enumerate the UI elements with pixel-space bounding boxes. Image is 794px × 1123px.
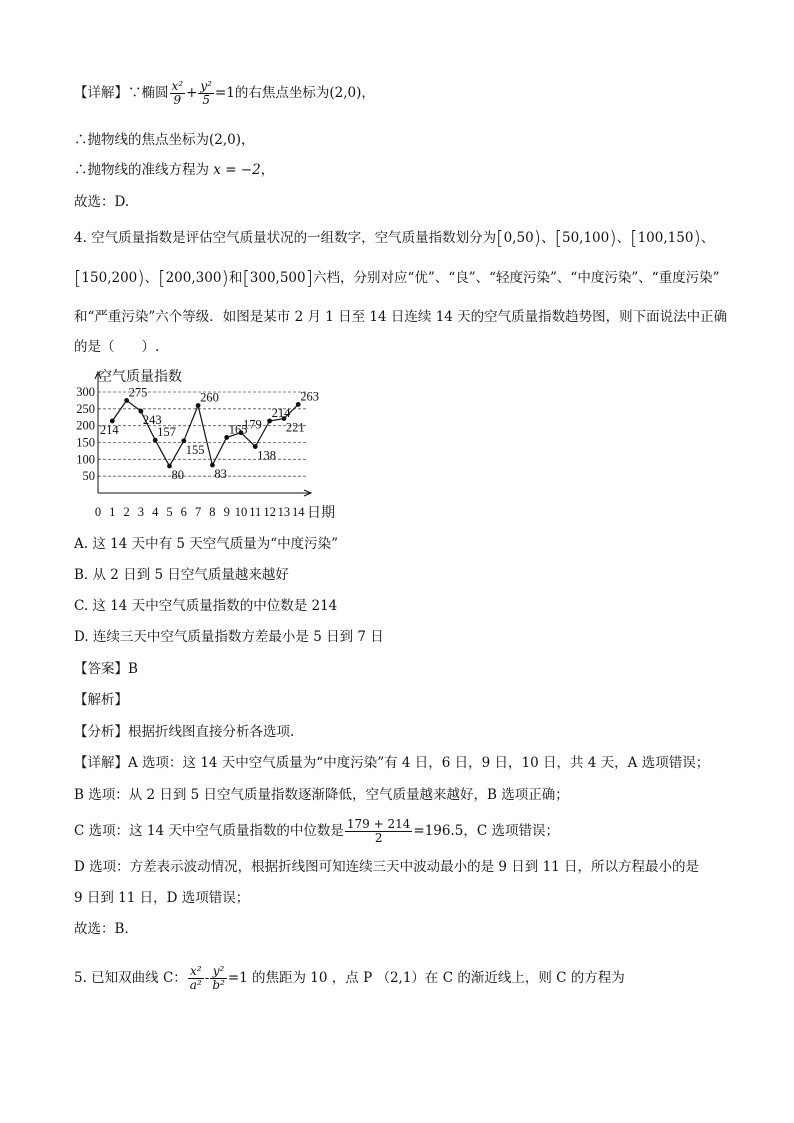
fraction-numerator: x² bbox=[188, 965, 204, 979]
data-label-8: 83 bbox=[214, 467, 227, 482]
minus-sign: - bbox=[204, 970, 210, 986]
q4-line3: 和“严重污染”六个等级．如图是某市 2 月 1 日至 14 日连续 14 天的空气质量指数趋势图，则下面说法中正确 bbox=[74, 309, 728, 325]
left-bracket: [ bbox=[242, 267, 250, 289]
analysis-heading: 【解析】 bbox=[74, 692, 128, 708]
x-tick-12: 12 bbox=[263, 505, 276, 519]
data-label-14: 263 bbox=[300, 389, 319, 404]
fraction-y2-over-5 bbox=[198, 80, 214, 107]
data-labels bbox=[100, 385, 319, 482]
focus-line: ∴抛物线的焦点坐标为(2,0)， bbox=[74, 132, 255, 148]
x-tick-13: 13 bbox=[277, 505, 291, 519]
fraction-denominator: b² bbox=[212, 978, 225, 992]
left-bracket: [ bbox=[554, 227, 562, 249]
choose-b-line: 故选：B. bbox=[74, 921, 129, 937]
x-tick-5: 5 bbox=[166, 505, 173, 519]
separator: 、 bbox=[541, 230, 555, 246]
separator: 、 bbox=[616, 230, 631, 246]
choose-d-line: 故选：D. bbox=[74, 194, 130, 210]
option-c: C. 这 14 天中空气质量指数的中位数是 214 bbox=[74, 598, 338, 614]
left-bracket: [ bbox=[630, 227, 638, 249]
option-a: A. 这 14 天中有 5 天空气质量为“中度污染” bbox=[74, 536, 339, 552]
range-6: 300,500 bbox=[249, 270, 306, 286]
right-bracket: ] bbox=[305, 267, 314, 289]
and-word: 和 bbox=[228, 270, 243, 286]
chart-title: 空气质量指数 bbox=[98, 370, 182, 385]
y-tick-50: 50 bbox=[82, 469, 95, 484]
detail-c-line bbox=[74, 818, 559, 845]
fenxi-line: 【分析】根据折线图直接分析各选项. bbox=[74, 724, 295, 740]
detail-d-line2: 9 日到 11 日，D 选项错误； bbox=[74, 890, 250, 906]
y-tick-150: 150 bbox=[76, 435, 95, 450]
x-tick-10: 10 bbox=[234, 505, 248, 519]
q4-line4: 的是（ ）. bbox=[74, 339, 160, 355]
data-label-5: 80 bbox=[171, 468, 184, 483]
x-tick-3: 3 bbox=[137, 505, 145, 519]
directrix-punct: ， bbox=[260, 162, 275, 178]
x-tick-8: 8 bbox=[209, 505, 216, 519]
q5-line bbox=[74, 965, 625, 992]
fraction-x2-over-a2 bbox=[188, 965, 204, 992]
data-label-3: 243 bbox=[142, 413, 162, 428]
directrix-text: ∴抛物线的准线方程为 bbox=[74, 162, 209, 178]
range-2: 50,100 bbox=[562, 230, 610, 246]
chart-grid bbox=[98, 392, 306, 476]
q5-suffix: =1 的焦距为 10 ，点 P （2,1）在 C 的渐近线上，则 C 的方程为 bbox=[227, 970, 625, 986]
fraction-x2-over-9 bbox=[170, 80, 186, 107]
q4-grades: 六档，分别对应“优”、“良”、“轻度污染”、“中度污染”、“重度污染” bbox=[313, 270, 720, 286]
directrix-line bbox=[74, 160, 274, 180]
detail-c-prefix: C 选项：这 14 天中空气质量指数的中位数是 bbox=[74, 823, 344, 839]
x-tick-4: 4 bbox=[152, 505, 159, 519]
right-paren: ) bbox=[609, 227, 617, 249]
plus-sign: + bbox=[186, 85, 198, 101]
x-tick-2: 2 bbox=[123, 505, 130, 519]
q4-line1 bbox=[74, 228, 714, 248]
detail-ellipse-line bbox=[74, 80, 375, 107]
directrix-equation: x = −2 bbox=[213, 162, 261, 178]
x-tick-14: 14 bbox=[291, 505, 305, 519]
median-fraction bbox=[345, 818, 413, 845]
left-bracket: [ bbox=[496, 227, 504, 249]
data-label-9: 165 bbox=[228, 422, 248, 437]
detail-c-suffix: =196.5，C 选项错误； bbox=[413, 823, 559, 839]
fraction-denominator: a² bbox=[189, 978, 202, 992]
fraction-denominator: 9 bbox=[173, 93, 182, 107]
fraction-denominator: 5 bbox=[202, 93, 210, 107]
y-tick-300: 300 bbox=[76, 385, 95, 399]
x-tick-0: 0 bbox=[94, 505, 102, 519]
data-label-2: 275 bbox=[128, 385, 148, 400]
detail-a-line: 【详解】A 选项：这 14 天中空气质量为“中度污染”有 4 日，6 日，9 日，10 日，共 4 天，A 选项错误； bbox=[74, 755, 710, 771]
detail-prefix: 【详解】∵椭圆 bbox=[74, 85, 169, 101]
y-tick-100: 100 bbox=[76, 452, 95, 467]
fraction-numerator: y² bbox=[200, 79, 212, 93]
data-label-11: 138 bbox=[257, 448, 277, 463]
fraction-denominator: 2 bbox=[374, 831, 383, 845]
option-d: D. 连续三天中空气质量指数方差最小是 5 日到 7 日 bbox=[74, 629, 384, 645]
data-label-7: 260 bbox=[200, 390, 219, 405]
data-label-6: 155 bbox=[185, 442, 205, 457]
y-tick-labels bbox=[76, 385, 95, 483]
y-tick-250: 250 bbox=[76, 401, 95, 416]
detail-b-line: B 选项：从 2 日到 5 日空气质量指数逐渐降低，空气质量越来越好，B 选项正确； bbox=[74, 787, 569, 803]
data-label-4: 157 bbox=[157, 425, 176, 440]
right-paren: ) bbox=[221, 267, 229, 289]
q5-prefix: 5. 已知双曲线 C： bbox=[74, 970, 187, 986]
right-paren: ) bbox=[137, 267, 145, 289]
fraction-y2-over-b2 bbox=[210, 965, 227, 992]
range-4: 150,200 bbox=[81, 270, 138, 286]
air-quality-line-chart bbox=[74, 364, 344, 524]
fraction-numerator: y² bbox=[210, 965, 227, 979]
x-tick-6: 6 bbox=[180, 505, 187, 519]
x-tick-7: 7 bbox=[194, 505, 202, 519]
separator: 、 bbox=[700, 230, 715, 246]
fraction-numerator: x² bbox=[171, 79, 184, 93]
detail-suffix: =1的右焦点坐标为(2,0)， bbox=[214, 85, 375, 101]
range-3: 100,150 bbox=[637, 230, 694, 246]
range-5: 200,300 bbox=[165, 270, 222, 286]
y-tick-200: 200 bbox=[76, 418, 95, 433]
data-label-1: 214 bbox=[99, 422, 119, 437]
option-b: B. 从 2 日到 5 日空气质量越来越好 bbox=[74, 567, 289, 583]
data-label-10: 179 bbox=[243, 417, 262, 432]
detail-d-line1: D 选项：方差表示波动情况，根据折线图可知连续三天中波动最小的是 9 日到 11 日，所以方程最小的是 bbox=[74, 859, 700, 875]
separator: 、 bbox=[144, 270, 159, 286]
right-paren: ) bbox=[693, 227, 701, 249]
data-label-12: 214 bbox=[271, 405, 291, 420]
right-paren: ) bbox=[533, 227, 542, 249]
q4-line2 bbox=[74, 268, 720, 288]
x-axis-label: 日期 bbox=[307, 506, 335, 521]
answer-line: 【答案】B bbox=[74, 661, 138, 677]
data-label-13: 221 bbox=[285, 420, 305, 435]
x-tick-labels bbox=[95, 505, 305, 519]
x-tick-11: 11 bbox=[249, 505, 262, 519]
x-tick-9: 9 bbox=[223, 505, 230, 519]
left-bracket: [ bbox=[158, 267, 166, 289]
left-bracket: [ bbox=[74, 267, 82, 289]
x-tick-1: 1 bbox=[109, 505, 116, 519]
fraction-numerator: 179 + 214 bbox=[346, 817, 411, 831]
q4-intro: 4. 空气质量指数是评估空气质量状况的一组数字，空气质量指数划分为 bbox=[74, 230, 497, 246]
range-1: 0,50 bbox=[503, 230, 534, 246]
